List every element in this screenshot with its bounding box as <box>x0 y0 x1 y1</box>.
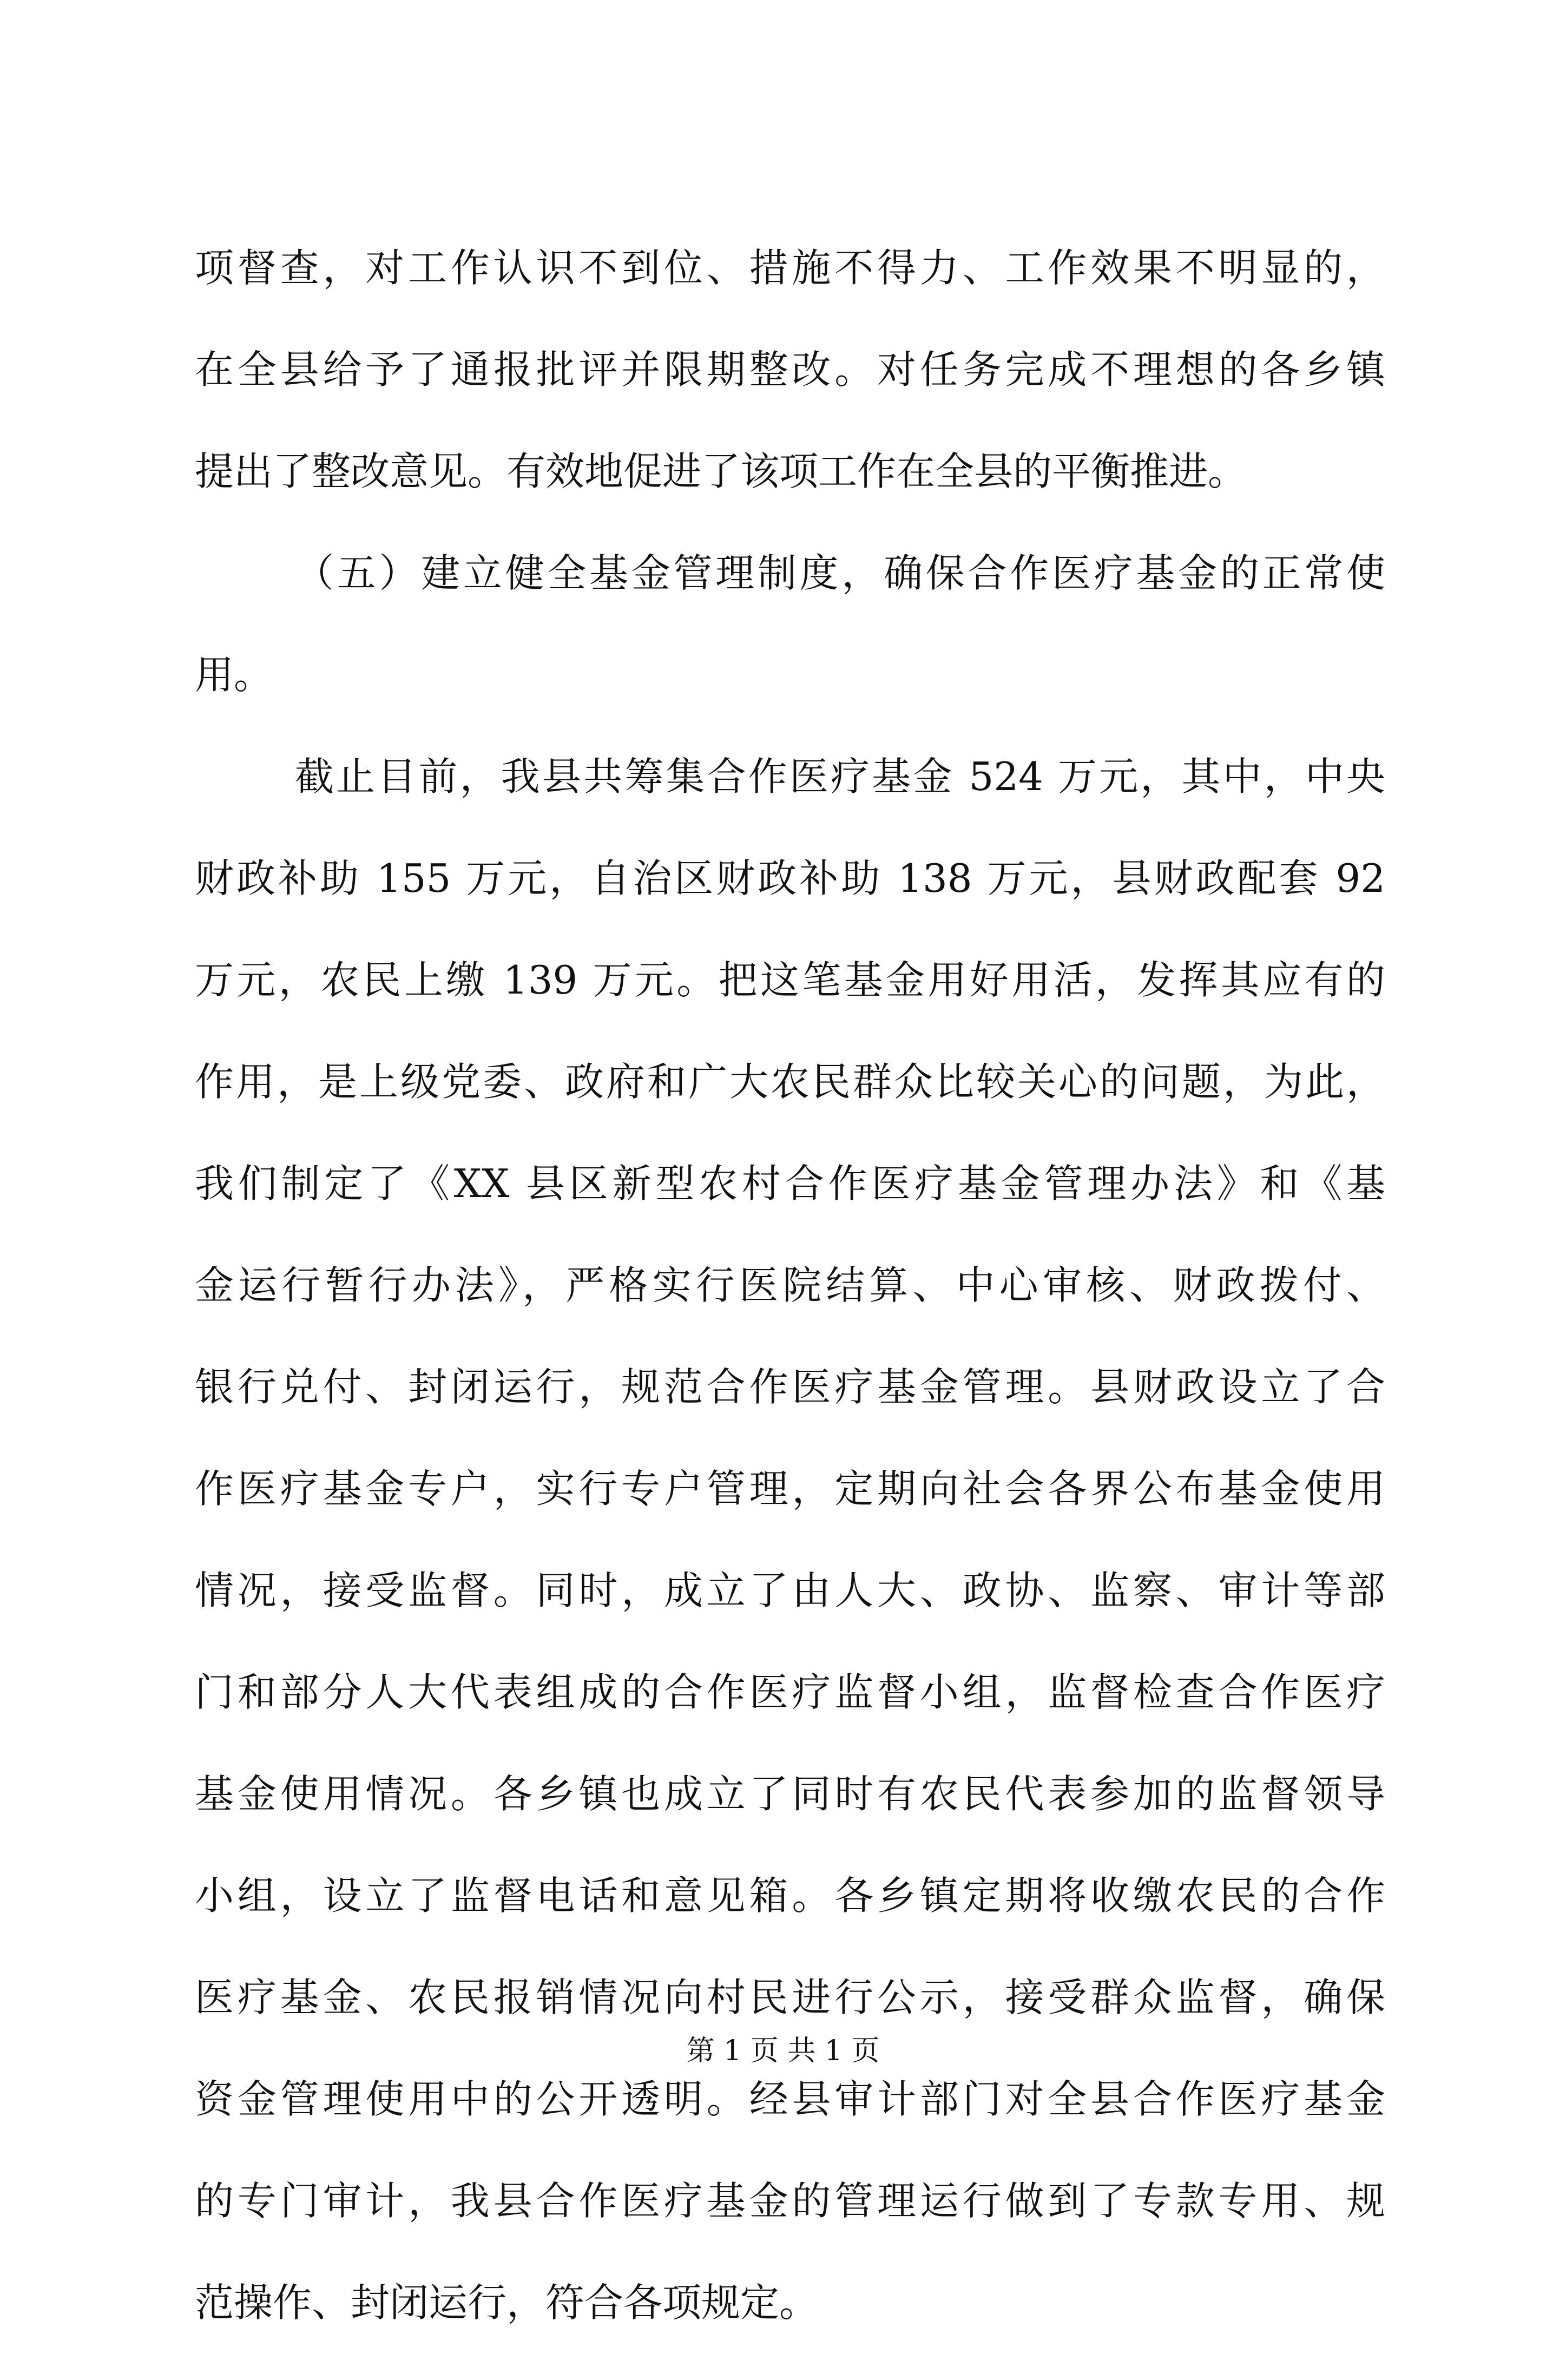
text-line: 门和部分人大代表组成的合作医疗监督小组，监督检查合作医疗 <box>195 1669 1385 1715</box>
text-line: 万元，农民上缴 139 万元。把这笔基金用好用活，发挥其应有的 <box>195 957 1385 1003</box>
text-line: 金运行暂行办法》，严格实行医院结算、中心审核、财政拨付、 <box>195 1263 1385 1308</box>
text-line: 作医疗基金专户，实行专户管理，定期向社会各界公布基金使用 <box>195 1466 1385 1511</box>
text-line: 小组，设立了监督电话和意见箱。各乡镇定期将收缴农民的合作 <box>195 1873 1385 1918</box>
text-line: 医疗基金、农民报销情况向村民进行公示，接受群众监督，确保 <box>195 1975 1385 2020</box>
page-footer <box>0 2035 1566 2067</box>
text-line: 情况，接受监督。同时，成立了由人大、政协、监察、审计等部 <box>195 1568 1385 1613</box>
text-line: 项督查，对工作认识不到位、措施不得力、工作效果不明显的， <box>195 245 1385 291</box>
text-line: 作用，是上级党委、政府和广大农民群众比较关心的问题，为此， <box>195 1059 1385 1104</box>
text-line: 截止目前，我县共筹集合作医疗基金 524 万元，其中，中央 <box>295 754 1385 799</box>
text-line: 基金使用情况。各乡镇也成立了同时有农民代表参加的监督领导 <box>195 1771 1385 1817</box>
text-line: 财政补助 155 万元，自治区财政补助 138 万元，县财政配套 92 <box>195 856 1385 901</box>
section-heading-line: 用。 <box>195 652 273 698</box>
section-heading-line: （五）建立健全基金管理制度，确保合作医疗基金的正常使 <box>295 550 1385 596</box>
text-line: 资金管理使用中的公开透明。经县审计部门对全县合作医疗基金 <box>195 2076 1385 2122</box>
text-line: 我们制定了《XX 县区新型农村合作医疗基金管理办法》和《基 <box>195 1161 1385 1206</box>
text-line: 在全县给予了通报批评并限期整改。对任务完成不理想的各乡镇 <box>195 347 1385 392</box>
text-line: 范操作、封闭运行，符合各项规定。 <box>195 2280 819 2325</box>
page-number-label: 第 1 页 共 1 页 <box>686 2035 880 2067</box>
text-line: 提出了整改意见。有效地促进了该项工作在全县的平衡推进。 <box>195 449 1247 494</box>
text-line: 银行兑付、封闭运行，规范合作医疗基金管理。县财政设立了合 <box>195 1364 1385 1410</box>
text-line: 的专门审计，我县合作医疗基金的管理运行做到了专款专用、规 <box>195 2178 1385 2224</box>
